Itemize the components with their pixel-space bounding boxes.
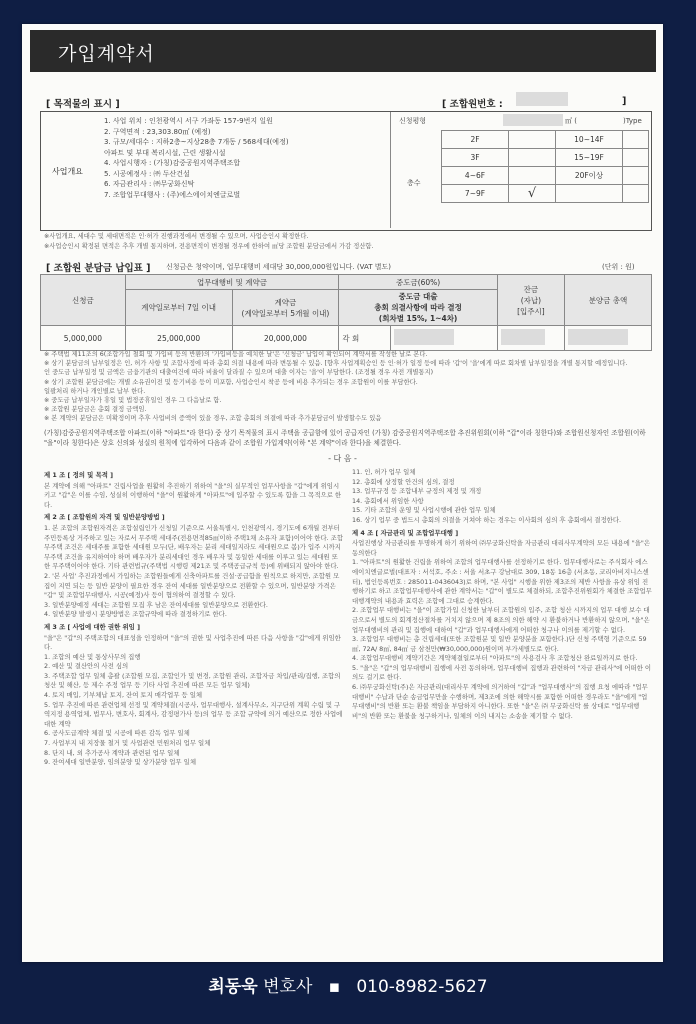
- article-clause: 본 계약에 의해 "아파트" 건립사업을 원활히 추진하기 위하여 "을"의 실무적인 업무사항을 "갑"에게 위임시키고 "갑"은 이를 수임, 성실히 이행하여 "을"이 원활하게 "아파트"에 입주할 수 있도록 함을 그 목적으로 한다.: [44, 481, 342, 509]
- header-mid: 중도금(60%): [339, 275, 498, 290]
- header-apply: 신청금: [41, 275, 126, 326]
- header-agency-sub2: 계약금 (계약일로부터 5개월 이내): [232, 290, 339, 326]
- redacted-balance-cell: [497, 326, 564, 351]
- article-clause: 6. 공사도급계약 체결 및 시공에 따른 감독 업무 일체: [44, 729, 190, 738]
- header-balance: 잔금 (자납) [입주시]: [497, 275, 564, 326]
- floor-cell: 20F이상: [556, 167, 623, 185]
- overview-item: 1. 사업 위치 : 인천광역시 서구 가좌동 157-9번지 일원: [104, 117, 273, 125]
- floor-cell: 15~19F: [556, 149, 623, 167]
- overview-item: 6. 자금관리사 : ㈜무궁화신탁: [104, 180, 195, 188]
- redacted-mid-amount: [394, 329, 454, 345]
- article-clause: 1. 본 조합의 조합원자격은 조합설립인가 신청일 기준으로 서울특별시, 인천광역시, 경기도에 6개월 전부터 주민등록상 거주하고 있는 자로서 무주택 세대주(전용면적85㎡이하 주택1채 소유자 포함)이어야 한다. 조합 무주택 조건은 세대주를 포함한 세대원 모두(단, 배우자는 분리 세대일지라도 세대원으로 봄)가 입주 시까지 무주택 조건을 유지하여야 하며 배우자가 분리세대인 경우 배우자 및 동일한 세대를 이루고 있는 세대원 또한 무주택이어야 한다. 기타 관련법규(주택법 시행령 제21조 및 주택공급규칙 등)에 위배되지 않아야 한다.: [44, 523, 344, 571]
- payment-note: ※ 주택법 제11조의 6(조합가입 철회 및 가입비 등의 반환)의 '가입비등을 예치한 날'은 '신청금' 납입이 확인되어 계약서를 작성한 날로 본다.: [44, 351, 428, 358]
- article-heading: 제 1 조 [ 정의 및 목적 ]: [44, 471, 114, 479]
- article-clause: 3. 일반분양예정 세대는 조합원 모집 후 남은 잔여세대를 일반분양으로 전환한다.: [44, 600, 268, 609]
- floor-cell: 3F: [442, 149, 509, 167]
- footer: [0, 972, 696, 997]
- article-clause: 3. 주택조합 업무 일체 총괄 (조합원 모집, 조합인가 및 변경, 조합원 관리, 조합자금 차입/관리/집행, 조합의 청산 및 해산, 등 제수 주정 업무 등 기타 사업 추진에 따른 모든 업무 일체): [44, 671, 341, 690]
- section2-heading: [ 조합원 분담금 납입표 ]: [46, 263, 151, 274]
- note-1: ※사업개요, 세대수 및 세대면적은 인·허가 진행과정에서 변경될 수 있으며, 사업승인시 확정한다.: [44, 233, 309, 240]
- contract-document: [22, 24, 663, 962]
- floor-row: [442, 167, 649, 185]
- area-type: )Type: [623, 117, 642, 125]
- phone-number: 010-8982-5627: [356, 977, 488, 997]
- payment-notes: [44, 350, 654, 424]
- payment-note: 인 중도금 납부일정 및 금액은 금융기관의 대출여건에 따라 비율이 달라질 수 있으며 대출 이자는 '을'이 부담한다. (조정될 경우 사전 개별통지): [44, 369, 434, 377]
- payment-note: ※ 상기 조합원 분담금에는 개별 소유권이전 및 등기비용 등이 미포함, 사업승인시 착공 등에 비용 추가되는 경우 조합원이 이를 부담한다.: [44, 378, 418, 386]
- payment-note: ※ 본 계약의 분담금은 미확정이며 추후 사업비의 증액이 있을 경우, 조합 총회의 의결에 따라 추가분담금이 발생할수도 있음: [44, 415, 382, 423]
- payment-table: [40, 274, 652, 351]
- article-clause: 2. 예산 및 결산안의 사전 심의: [44, 662, 129, 671]
- floor-check: [623, 131, 649, 149]
- left-column: [44, 468, 344, 768]
- title-bar: [30, 30, 656, 72]
- overview-item: 3. 규모/세대수 : 지하2층~지상28층 7개동 / 568세대(예정): [104, 138, 289, 146]
- article-clause: 7. 사업부지 내 지장물 철거 및 사업관련 민원처리 업무 일체: [44, 739, 211, 748]
- lawyer-title: 변호사: [263, 977, 313, 997]
- section1-heading: [ 목적물의 표시 ]: [46, 99, 120, 110]
- overview-item: 아파트 및 부대 복리시설, 근린 생활시설: [104, 148, 226, 157]
- section2-desc: 신청금은 청약이며, 업무대행비 세대당 30,000,000원입니다. (VAT 별도): [166, 263, 391, 271]
- article-clause: 13. 업무규정 등 조합내부 규정의 제정 및 개정: [352, 487, 482, 496]
- article-clause: 5. "을"은 "갑"의 업무대행비 집행에 사전 동의하며, 업무대행비 집행과 관련하여 "자금 관리사"에 어떠한 이의도 걸기로 한다.: [352, 663, 652, 682]
- overview-list: [104, 116, 384, 200]
- floor-cell: 4~6F: [442, 167, 509, 185]
- unit-label: (단위 : 원): [602, 263, 635, 271]
- payment-note: 일괄처리 하거나 개인별로 납부 한다.: [44, 387, 146, 395]
- preamble: (가칭)감중공원지역주택조합 아파트(이하 "아파트"라 한다) 중 상기 목적물의 표시 주택을 공급함에 있어 공급자인 (가칭) 감중공원지역주택조합 추진위원회(이하 "갑"이라 칭한다)와 조합원신청자인 조합원(이하 "을"이라 칭한다)은 상호 신의와 성실의 원칙에 입각하여 다음과 같이 조합원 가입계약(이하 "본 계약"이라 한다)을 체결한다.: [44, 429, 646, 447]
- floor-check: [509, 131, 556, 149]
- value-contract: 20,000,000: [232, 326, 339, 351]
- check-mark: √: [509, 185, 556, 203]
- floor-check: [623, 185, 649, 203]
- floor-cell: 10~14F: [556, 131, 623, 149]
- redacted-area: [503, 114, 563, 126]
- floor-table: [441, 130, 649, 203]
- article-heading: 제 2 조 [ 조합원의 자격 및 일반분양방법 ]: [44, 513, 165, 522]
- article-heading: 제 4 조 [ 자금관리 및 조합업무대행 ]: [352, 528, 459, 537]
- article-clause: 16. 상기 업무 중 법드시 총회의 의결을 거쳐야 하는 경우는 이사회의 심의 후 총회에서 결정한다.: [352, 515, 622, 524]
- article-clause: 4. 조합업무대행비 계약기간은 계약체결일로부터 "아파트"의 사용검사 후 조합청산 완료일까지로 한다.: [352, 654, 638, 663]
- floor-check: [509, 149, 556, 167]
- floor-check: [623, 167, 649, 185]
- article-clause: 3. 조합업무 대행비는 총 건립세대(또한 조합원분 및 일반 분양분을 포함한다.)단 신청 주택형 기준으로 59㎡, 72A/ 8㎡, 84㎡ 금 삼천만(₩30,000,000)원이며 부가세별도로 한다.: [352, 635, 647, 653]
- article-clause: 15. 기타 조합의 운영 및 사업시행에 관한 업무 일체: [352, 506, 496, 515]
- overview-item: 4. 사업시행자 : (가칭)감중공원지역주택조합: [104, 159, 241, 167]
- article-clause: 2. '본 사업' 추진과정에서 가입하는 조합원들에게 신축아파트를 건설·공급함을 원칙으로 하지만, 조합원 모집이 지연 되는 등 일반 분양이 필요한 경우 잔여 세대를 일반분양으로 전환할 수 있으며, 일반분양 가격은 "갑" 및 조합업무대행사, 시공(예정)사 등이 협의하여 결정할 수 있다.: [44, 571, 340, 600]
- article-clause: 4. 토지 매입, 기부체납 토지, 잔여 토지 매각업무 등 일체: [44, 691, 203, 700]
- article-clause: "을"은 "갑"의 주택조합의 대표성을 인정하며 "을"의 권한 및 사업추진에 따른 다음 사항을 "갑"에게 위임한다.: [44, 633, 341, 652]
- floor-cell-empty: [556, 185, 623, 203]
- article-clause: 14. 총회에서 위임한 사항: [352, 496, 424, 505]
- payment-note: ※ 조합원 분담금은 총회 결정 금액임.: [44, 406, 147, 414]
- floor-row: [442, 131, 649, 149]
- floor-check: [509, 167, 556, 185]
- floor-cell: 2F: [442, 131, 509, 149]
- article-clause: 1. "아파트"의 원활한 건립을 위하여 조합의 업무대행사를 선정하기로 한다. 업무대행사로는 주식회사 에스에이치엔글로벌(대표자 : 서석호, 주소 : 서울 서초구 강남대로 309, 18동 16층 (서초동, 코리아비지니스센터), 법인등록번호 : 285011-0436043)로 하며, "본 사업" 시행을 위한 제3조의 제반 사항을 유상 위임 진행하기로 하고 조합업무대행사에 관한 계약서는 "갑"이 별도로 체결하되, 조합추진위원회가 체결한 조합업무대행계약의 내용과 효력은 조합에 그대로 승계한다.: [352, 558, 652, 605]
- article-heading: 제 3 조 [ 사업에 대한 권한 위임 ]: [44, 622, 140, 631]
- value-agency: 25,000,000: [125, 326, 232, 351]
- area-unit: ㎡ (: [565, 117, 577, 125]
- redacted-member-number: [516, 92, 568, 106]
- header-mid-sub: 중도금 대출 총회 의결사항에 따라 결정 (회차별 15%, 1~4차): [339, 290, 498, 326]
- divider: - 다 음 -: [328, 454, 357, 463]
- article-clause: 6. ㈜무궁화신탁(주)은 자금관리(대리사무 계약에 의거하여 "갑"과 "업무대행사"의 집행 요청 에따라 "업무대행비" 수납과 단순 송금업무만을 수행하며, 제3조에 의한 해약시를 포함한 어떠한 경우라도 "을"에게 "업무대행비"의 반환 또는 환불 책임을 부담하지 아니한다. 또한 "을"은 ㈜ 무궁화신탁 를 상대로 "업무대행비"의 반환 또는 환불을 청구하거나, 일체의 이의 내지는 소송을 제기할 수 없다.: [352, 683, 648, 720]
- redacted-total: [568, 329, 628, 345]
- payment-note: ※ 상기 분담금의 납부일정은 인, 허가 사항 및 조합사정에 따라 총회 의결 내용에 따라 변동될 수 있음. [향후 사업계획승인 등 인·허가 일정 등에 따라 '갑'이 '을'에게 따로 회차별 납부일정을 개별 통지할 예정입니다.: [44, 360, 628, 368]
- article-clause: 5. 업무 추진에 따른 관련업체 선정 및 계약체결(시공사, 업무대행사, 설계사무소, 지구단위 계획 수립 및 구역지정 용역업체, 법무사, 변호사, 회계사, 감정평가사 등)의 업무 등 조합 규약에 의거 예산으로 정한 사업에 대한 계약: [44, 700, 343, 728]
- article-clause: 4. 일반분양 발생시 분양방법은 조합규약에 따라 결정하기로 한다.: [44, 610, 227, 619]
- area-section: [390, 112, 651, 228]
- article-clause: 1. 조합의 예산 및 통상사무의 집행: [44, 652, 141, 661]
- article-clause: 12. 총회에 상정할 안건의 심의, 결정: [352, 477, 455, 486]
- header-agency: 업무대행비 및 계약금: [125, 275, 339, 290]
- article-clause: 8. 단지 내, 외 추가공사 계약과 관련된 업무 일체: [44, 748, 180, 757]
- lawyer-name: 최동욱: [208, 977, 258, 997]
- right-column: [352, 468, 652, 721]
- payment-note: ※ 중도금 납부일자가 휴일 및 법정공휴일인 경우 그 다음날로 함.: [44, 397, 222, 405]
- overview-label: 사업개요: [52, 167, 83, 176]
- header-agency-sub1: 계약일로부터 7일 이내: [125, 290, 232, 326]
- overview-item: 2. 구역면적 : 23,303.80㎡ (예정): [104, 127, 211, 136]
- note-2: ※사업승인시 확정된 면적은 추후 개별 통지하며, 전용면적이 변경될 경우에 한하여 ㎡당 조합원 분담금에서 가감 정산함.: [44, 243, 374, 250]
- overview-item: 7. 조합업무대행사 : (주)에스에이치엔글로벌: [104, 190, 241, 199]
- value-mid: 각 회: [339, 326, 391, 351]
- article-clause: 11. 인, 허가 업무 일체: [352, 468, 416, 476]
- floor-cell: 7~9F: [442, 185, 509, 203]
- document-title: 가입계약서: [58, 43, 155, 65]
- article-clause: 사업진행상 자금관리를 투명하게 하기 위하여 ㈜무궁화신탁을 자금관리 대리사무계약의 모든 내용에 "을"은 동의한다: [352, 539, 651, 557]
- member-number-close: ]: [622, 96, 627, 107]
- member-number-label: [ 조합원번호 :: [442, 99, 503, 110]
- floor-label: 층수: [407, 179, 421, 187]
- redacted-balance: [501, 329, 545, 345]
- overview-item: 5. 시공예정사 : ㈜ 두산건설: [104, 169, 190, 178]
- floor-check: [623, 149, 649, 167]
- article-clause: 2. 조합업무 대행비는 "을"이 조합가입 신청한 날부터 조합원의 입주, 조합 청산 시까지의 업무 대행 보수 대금으로서 별도의 회계정산절차를 거치지 않으며 제 8조의 의한 해약 시 환불하거나 반환하지 않으며, "을"은 업무대행비의 관리 및 집행에 대하여 "갑"과 업무대행사에게 어떠한 청구나 이의를 제기할 수 없다.: [352, 606, 650, 634]
- separator: ▪: [328, 977, 341, 997]
- area-label: 신청평형: [399, 117, 427, 125]
- floor-row: [442, 149, 649, 167]
- value-apply: 5,000,000: [41, 326, 126, 351]
- article-clause: 9. 잔여세대 일반분양, 임의분양 및 상가분양 업무 일체: [44, 758, 196, 767]
- redacted-mid-cell: [391, 326, 498, 351]
- floor-row: [442, 185, 649, 203]
- header-total: 분양금 총액: [564, 275, 651, 326]
- redacted-total-cell: [564, 326, 651, 351]
